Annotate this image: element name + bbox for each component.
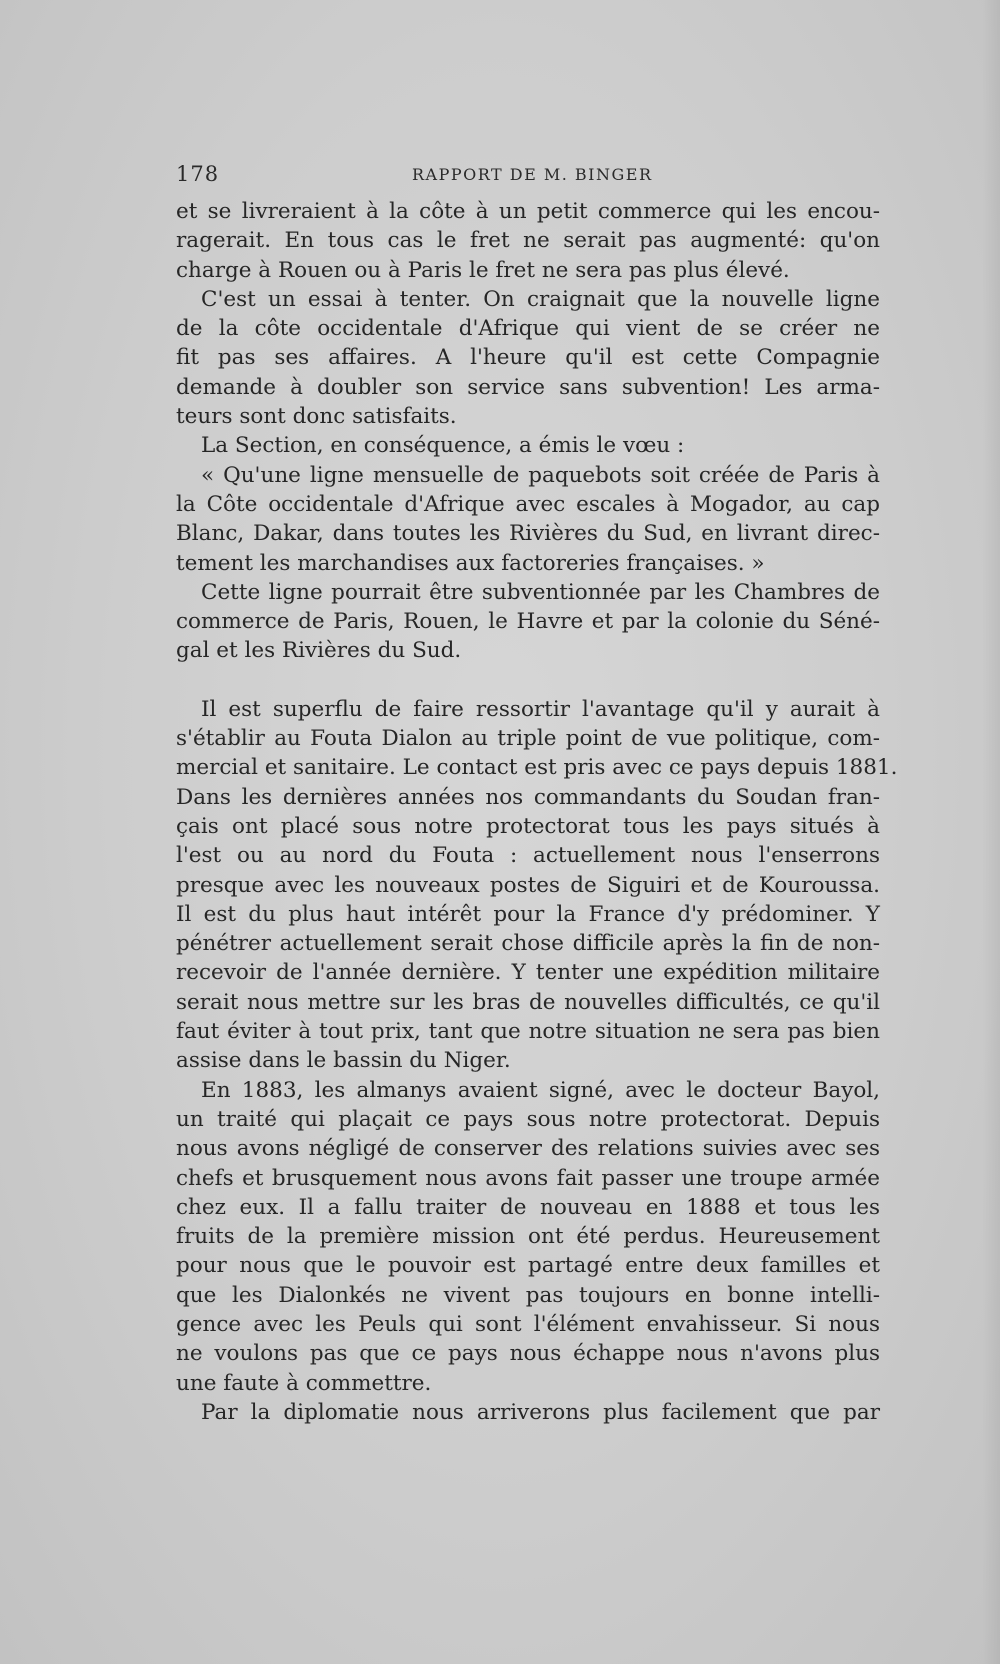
- running-head: [176, 162, 876, 188]
- text-line: gence avec les Peuls qui sont l'élément envahisseur. Si nous: [176, 1311, 880, 1337]
- text-line: Par la diplomatie nous arriverons plus facilement que par: [201, 1399, 880, 1425]
- text-line: une faute à commettre.: [176, 1370, 432, 1396]
- text-line: et se livreraient à la côte à un petit commerce qui les encou-: [176, 199, 880, 224]
- text-line: serait nous mettre sur les bras de nouvelles difficultés, ce qu'il: [176, 989, 880, 1015]
- text-line: charge à Rouen ou à Paris le fret ne sera pas plus élevé.: [176, 257, 790, 283]
- text-line: de la côte occidentale d'Afrique qui vient de se créer ne: [176, 316, 880, 342]
- text-line: l'est ou au nord du Fouta : actuellement nous l'enserrons: [176, 843, 880, 869]
- text-line: nous avons négligé de conserver des relations suivies avec ses: [176, 1136, 880, 1162]
- text-line: que les Dialonkés ne vivent pas toujours en bonne intelli-: [176, 1282, 880, 1308]
- text-line: ne voulons pas que ce pays nous échappe nous n'avons plus: [176, 1341, 880, 1367]
- running-title: RAPPORT DE M. BINGER: [412, 165, 653, 184]
- text-line: Blanc, Dakar, dans toutes les Rivières du Sud, en livrant direc-: [176, 521, 880, 547]
- text-line: fit pas ses affaires. A l'heure qu'il est cette Compagnie: [176, 345, 880, 371]
- text-line: C'est un essai à tenter. On craignait que la nouvelle ligne: [201, 286, 880, 312]
- text-line: chefs et brusquement nous avons fait passer une troupe armée: [176, 1165, 880, 1191]
- text-line: la Côte occidentale d'Afrique avec escales à Mogador, au cap: [176, 491, 880, 517]
- text-line: pour nous que le pouvoir est partagé entre deux familles et: [176, 1253, 880, 1279]
- text-line: faut éviter à tout prix, tant que notre situation ne sera pas bien: [176, 1019, 880, 1045]
- text-line: tement les marchandises aux factoreries françaises. »: [176, 550, 765, 576]
- text-line: presque avec les nouveaux postes de Siguiri et de Kouroussa.: [176, 872, 880, 898]
- text-line: teurs sont donc satisfaits.: [176, 404, 457, 430]
- text-line: assise dans le bassin du Niger.: [176, 1048, 511, 1074]
- text-line: pénétrer actuellement serait chose difficile après la fin de non-: [176, 931, 880, 957]
- page-edge-shadow: [982, 0, 1000, 1664]
- text-line: fruits de la première mission ont été perdus. Heureusement: [176, 1224, 880, 1250]
- text-line: commerce de Paris, Rouen, le Havre et par la colonie du Séné-: [176, 609, 880, 635]
- text-line: Dans les dernières années nos commandants du Soudan fran-: [176, 784, 880, 810]
- text-line: En 1883, les almanys avaient signé, avec le docteur Bayol,: [201, 1077, 880, 1103]
- text-line: mercial et sanitaire. Le contact est pris avec ce pays depuis 1881.: [176, 755, 898, 781]
- text-line: çais ont placé sous notre protectorat tous les pays situés à: [176, 813, 880, 839]
- body-text: [176, 197, 898, 1427]
- text-line: Il est du plus haut intérêt pour la France d'y prédominer. Y: [176, 901, 880, 927]
- text-line: ragerait. En tous cas le fret ne serait pas augmenté: qu'on: [176, 228, 880, 254]
- text-line: s'établir au Fouta Dialon au triple point de vue politique, com-: [176, 726, 880, 752]
- paragraph-gap: [176, 666, 880, 695]
- text-line: Il est superflu de faire ressortir l'avantage qu'il y aurait à: [201, 696, 880, 722]
- text-line: demande à doubler son service sans subvention! Les arma-: [176, 374, 880, 400]
- page-number: 178: [176, 162, 220, 186]
- text-line: un traité qui plaçait ce pays sous notre protectorat. Depuis: [176, 1106, 880, 1132]
- text-line: chez eux. Il a fallu traiter de nouveau en 1888 et tous les: [176, 1194, 880, 1220]
- text-line: Cette ligne pourrait être subventionnée par les Chambres de: [201, 579, 880, 605]
- text-line: La Section, en conséquence, a émis le vœu :: [201, 433, 685, 459]
- text-line: gal et les Rivières du Sud.: [176, 638, 462, 664]
- text-line: « Qu'une ligne mensuelle de paquebots soit créée de Paris à: [201, 462, 880, 488]
- text-line: recevoir de l'année dernière. Y tenter une expédition militaire: [176, 960, 880, 986]
